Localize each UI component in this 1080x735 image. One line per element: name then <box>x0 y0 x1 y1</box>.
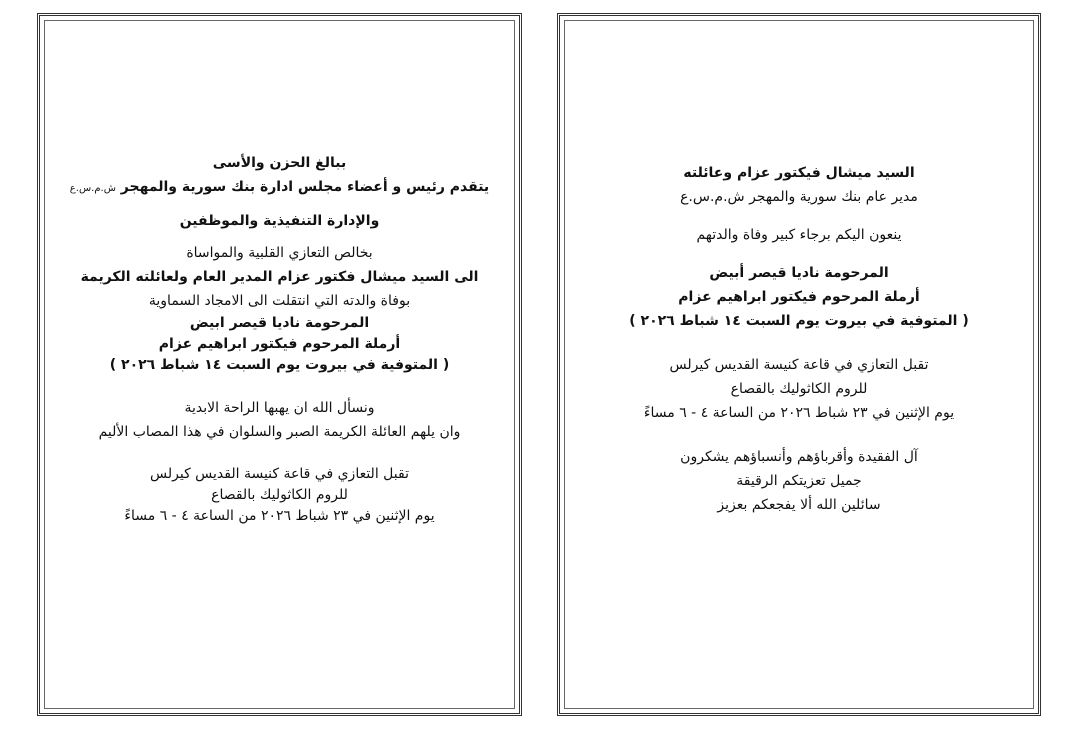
family-line: السيد ميشال فيكتور عزام وعائلته <box>683 165 915 181</box>
widow-line: أرملة المرحوم فيكتور ابراهيم عزام <box>678 289 920 305</box>
death-date-line: ( المتوفية في بيروت يوم السبت ١٤ شباط ٢٠٢٦ ) <box>109 357 450 373</box>
schedule-line: يوم الإثنين في ٢٣ شباط ٢٠٢٦ من الساعة ٤ - ٦ مساءً <box>643 405 955 421</box>
death-notice-line: بوفاة والدته التي انتقلت الى الامجاد السماوية <box>148 293 411 309</box>
title-line: مدير عام بنك سورية والمهجر ش.م.س.ع <box>680 189 918 205</box>
condolence-text-left <box>50 151 509 527</box>
obituary-card-right <box>557 13 1041 716</box>
recipient-line: الى السيد ميشال فكتور عزام المدير العام ولعائلته الكريمة <box>80 269 479 285</box>
closing-line: سائلين الله ألا يفجعكم بعزيز <box>717 497 881 513</box>
obituary-text-right <box>570 161 1028 517</box>
heading: ببالغ الحزن والأسى <box>212 155 347 171</box>
venue-line: تقبل التعازي في قاعة كنيسة القديس كيرلس <box>669 357 929 373</box>
schedule-line: يوم الإثنين في ٢٣ شباط ٢٠٢٦ من الساعة ٤ - ٦ مساءً <box>124 508 435 524</box>
church-line: للروم الكاثوليك بالقصاع <box>730 381 868 397</box>
venue-line: تقبل التعازي في قاعة كنيسة القديس كيرلس <box>150 466 409 482</box>
prayer-line-1: ونسأل الله ان يهبها الراحة الابدية <box>184 400 375 416</box>
board-line-abbr: ش.م.س.ع <box>69 183 116 194</box>
condolence-line: بخالص التعازي القلبية والمواساة <box>186 245 373 261</box>
condolence-card-left <box>37 13 522 716</box>
death-date-line: ( المتوفية في بيروت يوم السبت ١٤ شباط ٢٠٢٦ ) <box>629 313 969 329</box>
relatives-line: آل الفقيدة وأقرباؤهم وأنسباؤهم يشكرون <box>680 449 918 465</box>
thanks-line: جميل تعزيتكم الرقيقة <box>736 473 862 489</box>
church-line: للروم الكاثوليك بالقصاع <box>211 487 348 503</box>
board-line <box>50 175 509 201</box>
executive-line: والإدارة التنفيذية والموظفين <box>179 213 380 229</box>
prayer-line-2: وان يلهم العائلة الكريمة الصبر والسلوان في هذا المصاب الأليم <box>98 424 461 440</box>
board-line-main: يتقدم رئيس و أعضاء مجلس ادارة بنك سورية والمهجر <box>120 179 490 195</box>
announcement-line: ينعون اليكم برجاء كبير وفاة والدتهم <box>696 227 902 243</box>
deceased-name: المرحومة ناديا قيصر ابيض <box>189 315 370 331</box>
widow-line: أرملة المرحوم فيكتور ابراهيم عزام <box>158 336 401 352</box>
deceased-name: المرحومة ناديا قيصر أبيض <box>709 265 889 281</box>
